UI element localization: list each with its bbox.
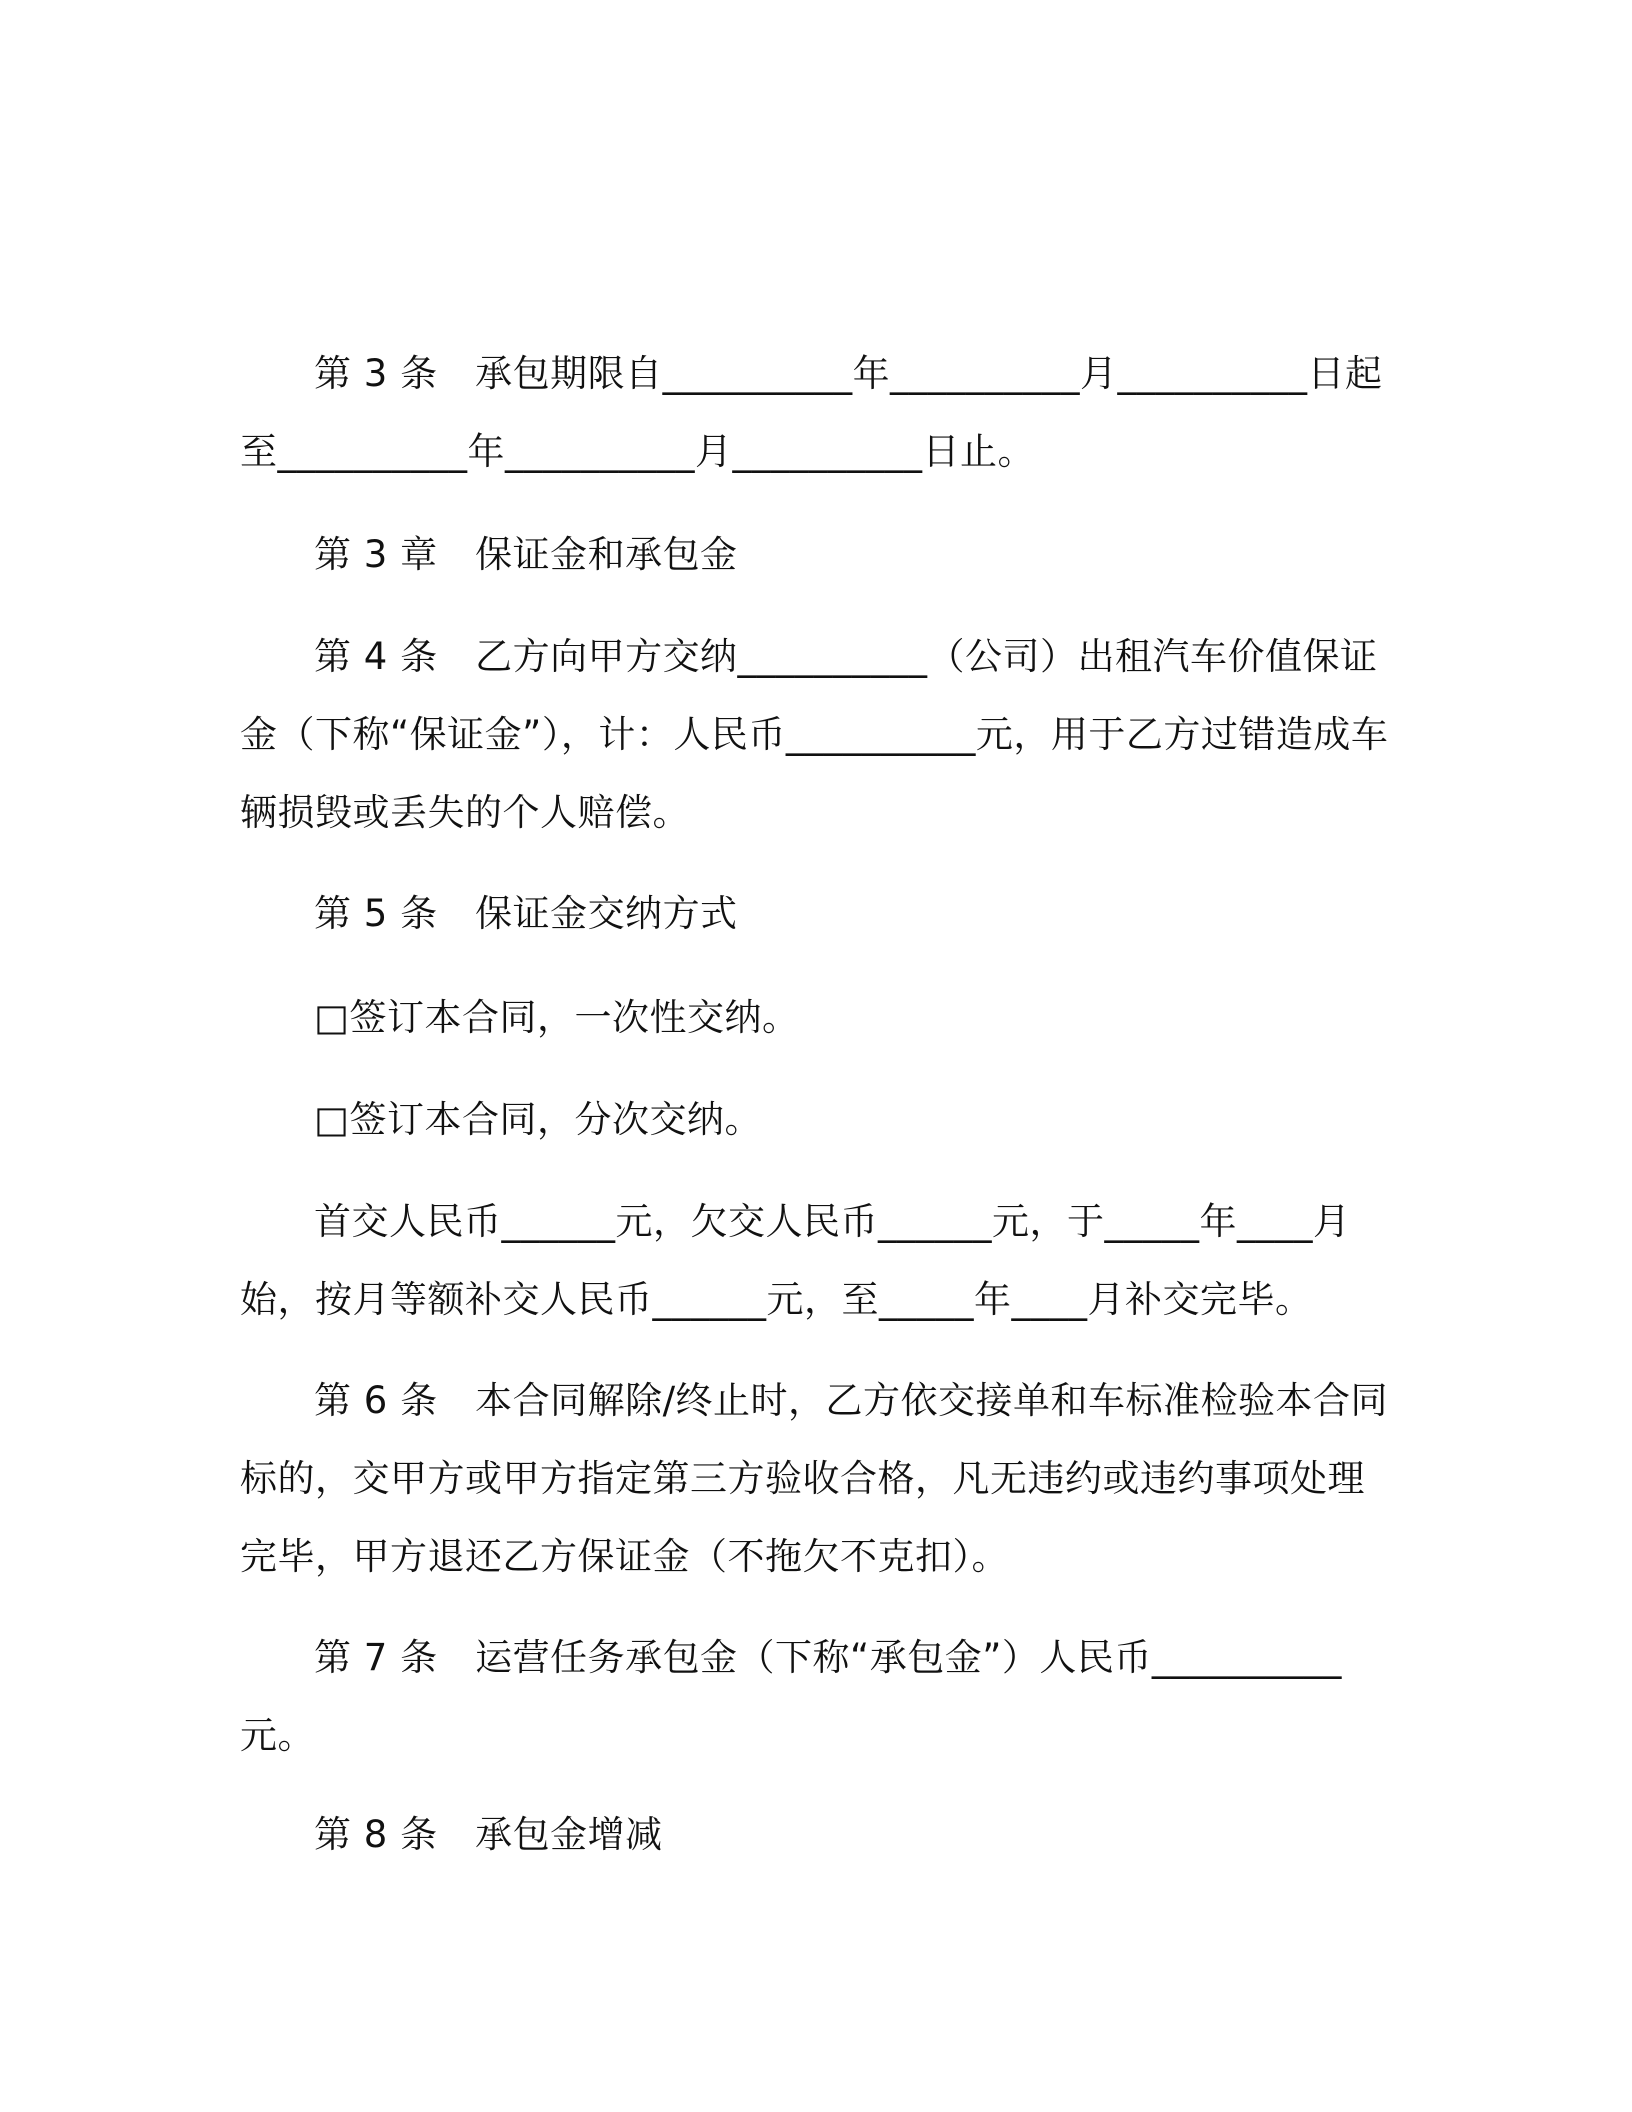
article-heading: 第 8 条 承包金增减 <box>314 1813 663 1856</box>
article-8-heading <box>240 1640 1390 2030</box>
checkbox-option: □签订本合同，一次性交纳。 <box>314 996 800 1039</box>
article-heading: 第 5 条 保证金交纳方式 <box>314 892 738 935</box>
paragraph: 第 4 条 乙方向甲方交纳__________（公司）出租汽车价值保证金（下称“保证金”），计：人民币__________元，用于乙方过错造成车辆损毁或丢失的个人赔偿。 <box>240 635 1389 834</box>
paragraph: 第 3 条 承包期限自__________年__________月__________日起至__________年__________月__________日止。 <box>240 352 1383 473</box>
paragraph: 第 7 条 运营任务承包金（下称“承包金”）人民币__________元。 <box>240 1636 1342 1757</box>
chapter-heading: 第 3 章 保证金和承包金 <box>314 533 738 576</box>
paragraph: 首交人民币______元，欠交人民币______元，于_____年____月始，按月等额补交人民币______元，至_____年____月补交完毕。 <box>240 1200 1351 1321</box>
paragraph: 第 6 条 本合同解除/终止时，乙方依交接单和车标准检验本合同标的，交甲方或甲方指定第三方验收合格，凡无违约或违约事项处理完毕，甲方退还乙方保证金（不拖欠不克扣）。 <box>240 1379 1389 1578</box>
checkbox-option: □签订本合同，分次交纳。 <box>314 1098 762 1141</box>
